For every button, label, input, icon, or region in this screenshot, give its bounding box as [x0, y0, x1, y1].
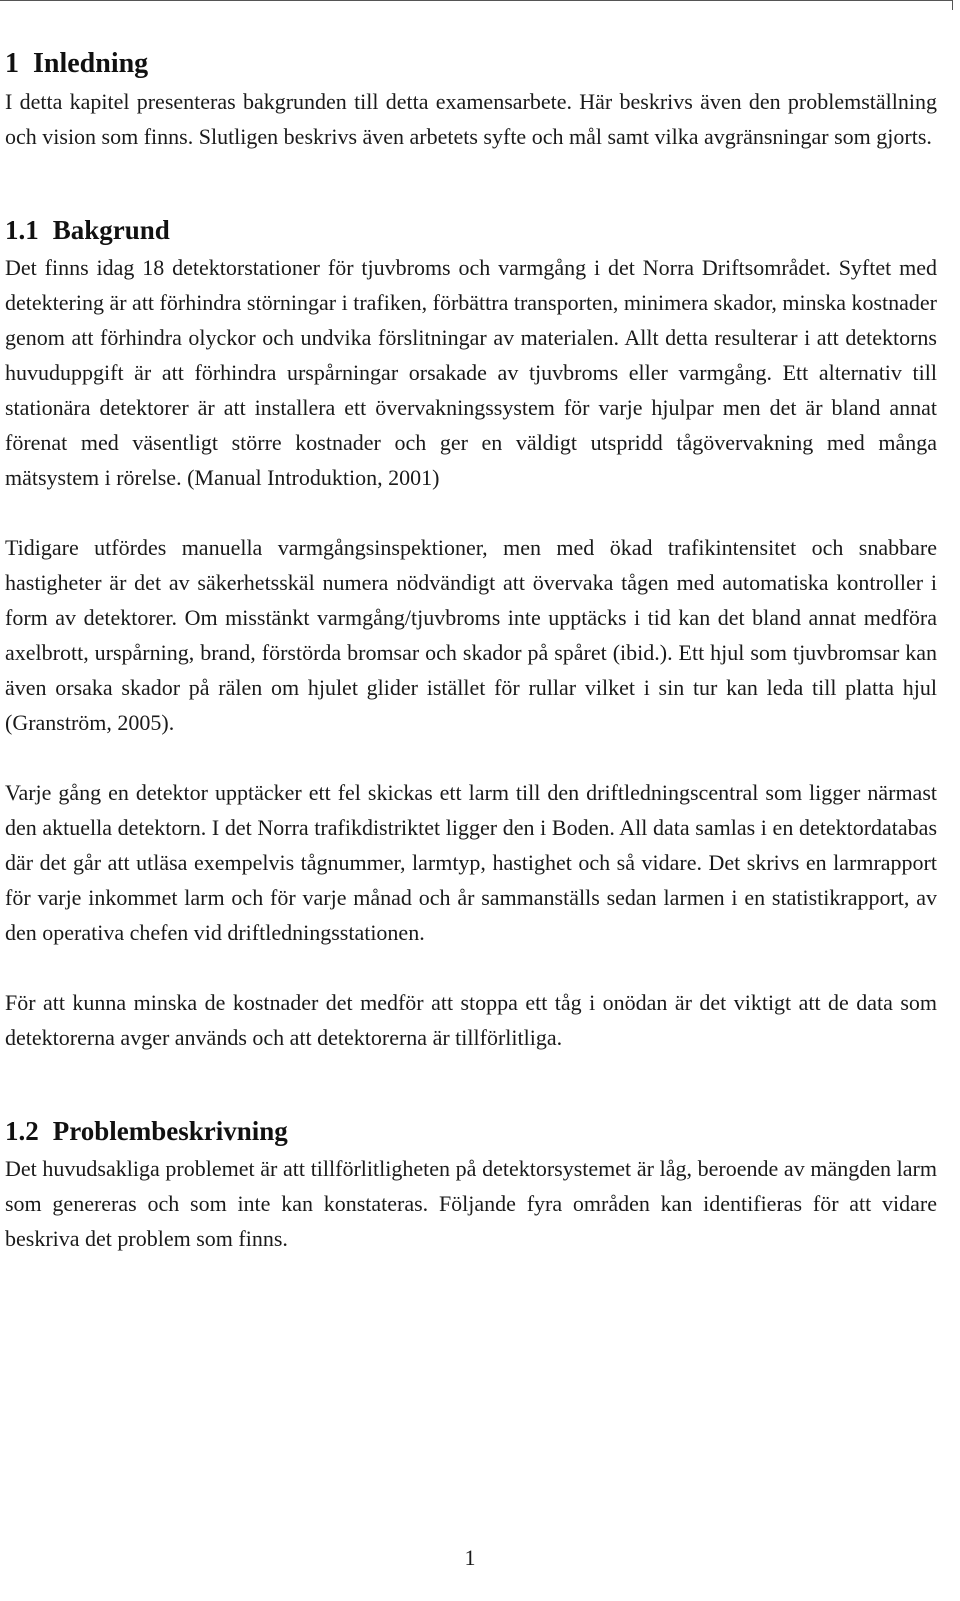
section-number: 1.1 [5, 215, 39, 245]
section-title: Bakgrund [52, 215, 170, 245]
chapter-intro-paragraph: I detta kapitel presenteras bakgrunden till detta examensarbete. Här beskrivs även den problemställning och vision som finns. Slutligen beskrivs även arbetets syfte och mål samt vilka avgränsningar som gjorts. [5, 89, 937, 149]
section-heading-bakgrund [5, 210, 937, 250]
page-number: 1 [464, 1545, 476, 1570]
chapter-heading [5, 44, 937, 84]
document-page [5, 44, 937, 1256]
bakgrund-paragraph-3: Varje gång en detektor upptäcker ett fel skickas ett larm till den driftledningscentral som ligger närmast den aktuella detektorn. I det Norra trafikdistriktet ligger den i Boden. All data samlas i en detektordatabas där det går att utläsa exempelvis tågnummer, larmtyp, hastighet och så vidare. Det skrivs en larmrapport för varje inkommet larm och för varje månad och år sammanställs sedan larmen i en statistikrapport, av den operativa chefen vid driftledningsstationen. [5, 780, 937, 945]
section-number: 1.2 [5, 1116, 39, 1146]
page-corner-border [952, 0, 953, 10]
bakgrund-paragraph-2: Tidigare utfördes manuella varmgångsinspektioner, men med ökad trafikintensitet och snabbare hastigheter är det av säkerhetsskäl numera nödvändigt att övervaka tågen med automatiska kontroller i form av detektorer. Om misstänkt varmgång/tjuvbroms inte upptäcks i tid kan det bland annat medföra axelbrott, urspårning, brand, förstörda bromsar och skador på spåret (ibid.). Ett hjul som tjuvbromsar kan även orsaka skador på rälen om hjulet glider istället för rullar vilket i sin tur kan leda till platta hjul (Granström, 2005). [5, 535, 937, 735]
section-title: Problembeskrivning [52, 1116, 288, 1146]
page-top-border [0, 0, 952, 1]
chapter-title: Inledning [33, 48, 149, 79]
bakgrund-paragraph-1: Det finns idag 18 detektorstationer för tjuvbroms och varmgång i det Norra Driftsområdet. Syftet med detektering är att förhindra störningar i trafiken, förbättra transporten, minimera skador, minska kostnader genom att förhindra olyckor och undvika förslitningar av materialen. Allt detta resulterar i att detektorns huvuduppgift är att förhindra urspårningar orsakade av tjuvbroms eller varmgång. Ett alternativ till stationära detektorer är att installera ett övervakningssystem för varje hjulpar men det är bland annat förenat med väsentligt större kostnader och ger en väldigt utspridd tågövervakning med många mätsystem i rörelse. (Manual Introduktion, 2001) [5, 255, 937, 490]
chapter-number: 1 [5, 48, 19, 79]
problembeskrivning-paragraph-1: Det huvudsakliga problemet är att tillförlitligheten på detektorsystemet är låg, beroende av mängden larm som genereras och som inte kan konstateras. Följande fyra områden kan identifieras för att vidare beskriva det problem som finns. [5, 1156, 937, 1251]
section-heading-problembeskrivning [5, 1111, 937, 1151]
bakgrund-paragraph-4: För att kunna minska de kostnader det medför att stoppa ett tåg i onödan är det viktigt att de data som detektorerna avger används och att detektorerna är tillförlitliga. [5, 990, 937, 1050]
